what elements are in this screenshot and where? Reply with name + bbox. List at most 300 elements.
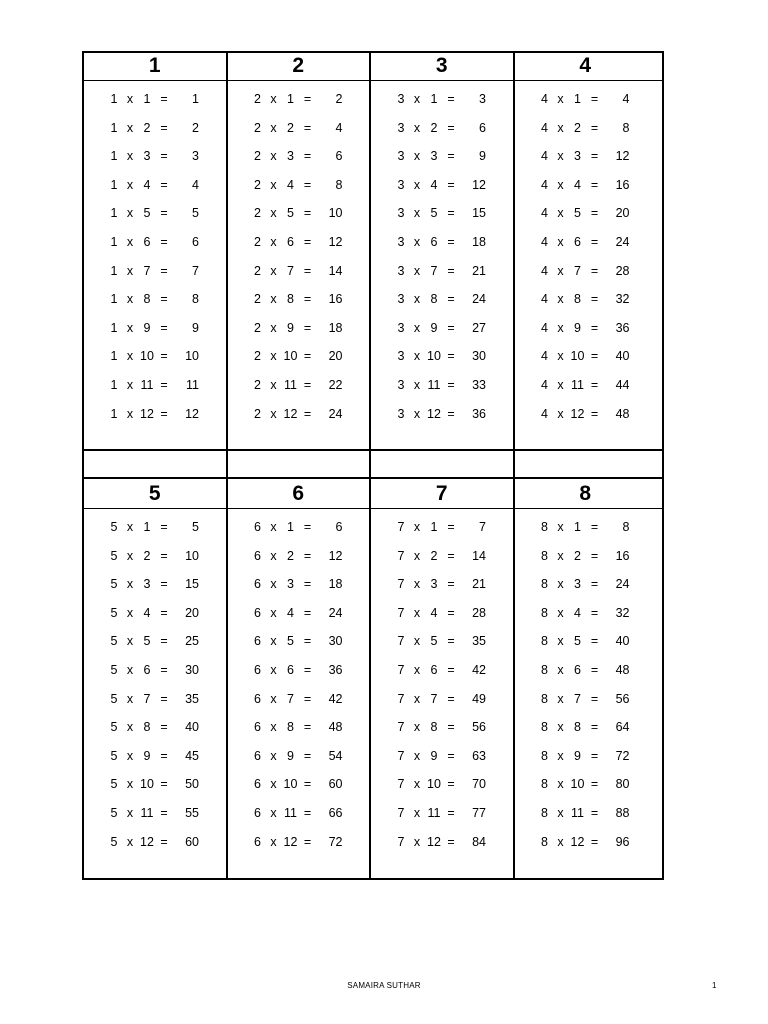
multiplicand: 4	[541, 234, 548, 249]
times-sign: x	[413, 234, 421, 249]
multiplier: 7	[287, 691, 294, 706]
multiplicand: 2	[254, 120, 261, 135]
multiplier: 5	[574, 206, 581, 221]
table-row	[83, 404, 227, 433]
times-sign: x	[270, 605, 277, 620]
table-row	[227, 660, 371, 689]
multiplicand: 8	[541, 805, 548, 820]
product: 5	[192, 206, 199, 221]
times-sign: x	[557, 548, 564, 563]
equals-sign: =	[303, 149, 312, 164]
times-sign: x	[126, 406, 134, 421]
multiplicand: 4	[541, 377, 548, 392]
table-row	[370, 774, 514, 803]
table-row	[514, 146, 658, 175]
times-sign: x	[270, 206, 277, 221]
times-sign: x	[270, 292, 277, 307]
table-rows	[514, 89, 658, 432]
times-sign: x	[126, 292, 134, 307]
multiplier: 1	[287, 520, 294, 534]
multiplier: 12	[570, 834, 585, 849]
times-sign: x	[557, 206, 564, 221]
times-sign: x	[270, 777, 277, 792]
product: 3	[192, 149, 199, 164]
product: 66	[328, 805, 343, 820]
table-row	[370, 289, 514, 318]
multiplier: 9	[574, 748, 581, 763]
product: 88	[615, 805, 630, 820]
equals-sign: =	[160, 777, 168, 792]
table-rows	[227, 517, 371, 860]
product: 6	[335, 520, 343, 534]
multiplier: 12	[427, 406, 441, 421]
product: 36	[328, 662, 343, 677]
multiplier: 6	[143, 234, 151, 249]
times-table-7	[370, 479, 514, 880]
table-row	[227, 746, 371, 775]
multiplier: 11	[571, 805, 584, 820]
multiplicand: 8	[541, 634, 548, 649]
multiplier: 3	[430, 149, 438, 164]
multiplicand: 2	[254, 234, 261, 249]
product: 12	[615, 149, 630, 164]
equals-sign: =	[303, 320, 312, 335]
multiplier: 4	[430, 605, 438, 620]
product: 64	[615, 720, 630, 735]
multiplicand: 6	[254, 520, 261, 534]
multiplicand: 8	[541, 834, 548, 849]
table-row	[227, 603, 371, 632]
equals-sign: =	[160, 149, 168, 164]
multiplier: 11	[284, 805, 297, 820]
multiplier: 10	[427, 777, 441, 792]
product: 3	[479, 92, 486, 106]
multiplicand: 5	[110, 720, 118, 735]
times-table-8	[514, 479, 658, 880]
multiplicand: 3	[397, 120, 405, 135]
times-sign: x	[413, 263, 421, 278]
times-sign: x	[126, 177, 134, 192]
multiplicand: 2	[254, 177, 261, 192]
multiplier: 1	[430, 92, 438, 106]
equals-sign: =	[590, 834, 599, 849]
product: 96	[615, 834, 630, 849]
product: 25	[185, 634, 199, 649]
multiplicand: 4	[541, 120, 548, 135]
times-sign: x	[413, 605, 421, 620]
table-row	[227, 803, 371, 832]
product: 48	[328, 720, 343, 735]
table-row	[370, 689, 514, 718]
product: 9	[192, 320, 199, 335]
multiplier: 5	[430, 206, 438, 221]
table-row	[83, 232, 227, 261]
product: 6	[335, 149, 343, 164]
times-sign: x	[413, 548, 421, 563]
product: 36	[472, 406, 486, 421]
table-row	[83, 318, 227, 347]
equals-sign: =	[447, 805, 455, 820]
times-sign: x	[270, 92, 277, 106]
times-sign: x	[126, 748, 134, 763]
multiplier: 5	[287, 206, 294, 221]
product: 24	[472, 292, 486, 307]
product: 20	[615, 206, 630, 221]
multiplicand: 4	[541, 292, 548, 307]
table-row	[83, 774, 227, 803]
product: 40	[185, 720, 199, 735]
product: 77	[472, 805, 486, 820]
multiplier: 9	[287, 748, 294, 763]
equals-sign: =	[590, 748, 599, 763]
multiplicand: 4	[541, 320, 548, 335]
multiplier: 4	[430, 177, 438, 192]
multiplicand: 6	[254, 605, 261, 620]
product: 6	[192, 234, 199, 249]
product: 7	[479, 520, 486, 534]
times-sign: x	[413, 177, 421, 192]
multiplicand: 8	[541, 662, 548, 677]
product: 10	[185, 349, 199, 364]
multiplier: 7	[143, 691, 151, 706]
multiplier: 4	[143, 177, 151, 192]
multiplier: 5	[287, 634, 294, 649]
multiplicand: 1	[110, 263, 118, 278]
multiplier: 1	[574, 520, 581, 534]
equals-sign: =	[303, 662, 312, 677]
times-sign: x	[270, 349, 277, 364]
times-sign: x	[126, 349, 134, 364]
times-sign: x	[126, 691, 134, 706]
multiplier: 4	[287, 605, 294, 620]
equals-sign: =	[303, 177, 312, 192]
times-sign: x	[557, 805, 564, 820]
times-sign: x	[126, 634, 134, 649]
multiplicand: 5	[110, 577, 118, 592]
table-row	[227, 118, 371, 147]
table-row	[83, 746, 227, 775]
multiplicand: 4	[541, 149, 548, 164]
product: 32	[615, 605, 630, 620]
multiplier: 1	[143, 520, 151, 534]
equals-sign: =	[160, 834, 168, 849]
times-sign: x	[270, 805, 277, 820]
table-heading: 7	[435, 482, 448, 505]
equals-sign: =	[303, 377, 312, 392]
footer-page-number: 1	[712, 981, 717, 990]
product: 72	[328, 834, 343, 849]
multiplier: 1	[143, 92, 151, 106]
product: 16	[615, 548, 630, 563]
table-row	[370, 203, 514, 232]
product: 8	[335, 177, 343, 192]
multiplicand: 1	[110, 234, 118, 249]
product: 20	[185, 605, 199, 620]
multiplicand: 6	[254, 748, 261, 763]
table-row	[370, 318, 514, 347]
table-row	[83, 546, 227, 575]
equals-sign: =	[447, 634, 455, 649]
multiplier: 7	[574, 263, 581, 278]
product: 33	[472, 377, 486, 392]
table-rows	[370, 517, 514, 860]
multiplier: 3	[143, 577, 151, 592]
multiplicand: 7	[397, 577, 405, 592]
product: 60	[185, 834, 199, 849]
times-table-4	[514, 51, 658, 451]
multiplicand: 8	[541, 605, 548, 620]
multiplicand: 3	[397, 292, 405, 307]
table-row	[227, 146, 371, 175]
column-divider	[513, 479, 515, 880]
column-divider	[369, 479, 371, 880]
table-row	[514, 546, 658, 575]
table-row	[514, 717, 658, 746]
product: 16	[615, 177, 630, 192]
table-row	[227, 574, 371, 603]
multiplicand: 4	[541, 92, 548, 106]
multiplier: 11	[427, 805, 441, 820]
product: 22	[328, 377, 343, 392]
multiplier: 10	[283, 777, 298, 792]
product: 24	[328, 605, 343, 620]
table-row	[514, 118, 658, 147]
multiplier: 4	[143, 605, 151, 620]
product: 7	[192, 263, 199, 278]
product: 49	[472, 691, 486, 706]
table-row	[370, 631, 514, 660]
multiplicand: 3	[397, 406, 405, 421]
product: 30	[472, 349, 486, 364]
multiplicand: 7	[397, 805, 405, 820]
table-row	[83, 289, 227, 318]
multiplier: 5	[143, 634, 151, 649]
multiplicand: 2	[254, 92, 261, 106]
multiplier: 12	[427, 834, 441, 849]
equals-sign: =	[590, 720, 599, 735]
table-row	[514, 261, 658, 290]
product: 30	[185, 662, 199, 677]
multiplicand: 4	[541, 177, 548, 192]
product: 12	[472, 177, 486, 192]
multiplier: 11	[140, 805, 154, 820]
product: 84	[472, 834, 486, 849]
multiplicand: 1	[110, 177, 118, 192]
multiplicand: 6	[254, 720, 261, 735]
multiplicand: 7	[397, 662, 405, 677]
product: 4	[192, 177, 199, 192]
table-heading: 4	[579, 54, 592, 77]
times-sign: x	[126, 520, 134, 534]
table-rows	[83, 89, 227, 432]
table-row	[227, 774, 371, 803]
multiplier: 7	[430, 691, 438, 706]
column-divider	[369, 51, 371, 451]
equals-sign: =	[590, 520, 599, 534]
multiplicand: 2	[254, 377, 261, 392]
equals-sign: =	[303, 691, 312, 706]
times-sign: x	[413, 748, 421, 763]
times-table-1	[83, 51, 227, 451]
multiplier: 11	[284, 377, 297, 392]
equals-sign: =	[303, 777, 312, 792]
table-row	[370, 146, 514, 175]
multiplicand: 4	[541, 206, 548, 221]
equals-sign: =	[160, 349, 168, 364]
times-sign: x	[413, 520, 421, 534]
multiplier: 6	[287, 662, 294, 677]
column-divider	[513, 451, 515, 477]
equals-sign: =	[160, 292, 168, 307]
times-sign: x	[557, 577, 564, 592]
times-sign: x	[557, 234, 564, 249]
table-row	[83, 603, 227, 632]
multiplicand: 3	[397, 177, 405, 192]
table-row	[83, 803, 227, 832]
multiplier: 12	[283, 406, 298, 421]
table-row	[370, 261, 514, 290]
multiplier: 9	[430, 320, 438, 335]
table-row	[227, 346, 371, 375]
equals-sign: =	[303, 234, 312, 249]
equals-sign: =	[303, 92, 312, 106]
multiplier: 10	[140, 777, 154, 792]
multiplier: 4	[574, 177, 581, 192]
equals-sign: =	[160, 605, 168, 620]
product: 36	[615, 320, 630, 335]
multiplicand: 4	[541, 406, 548, 421]
equals-sign: =	[447, 292, 455, 307]
multiplier: 1	[574, 92, 581, 106]
times-sign: x	[413, 720, 421, 735]
times-sign: x	[413, 577, 421, 592]
equals-sign: =	[590, 234, 599, 249]
table-heading: 5	[148, 482, 161, 505]
equals-sign: =	[160, 406, 168, 421]
table-row	[370, 89, 514, 118]
times-sign: x	[413, 691, 421, 706]
times-sign: x	[126, 263, 134, 278]
times-sign: x	[270, 662, 277, 677]
equals-sign: =	[447, 349, 455, 364]
product: 27	[472, 320, 486, 335]
equals-sign: =	[160, 120, 168, 135]
multiplicand: 3	[397, 149, 405, 164]
product: 28	[615, 263, 630, 278]
times-sign: x	[270, 548, 277, 563]
table-row	[514, 203, 658, 232]
multiplicand: 6	[254, 805, 261, 820]
equals-sign: =	[590, 662, 599, 677]
equals-sign: =	[160, 263, 168, 278]
equals-sign: =	[590, 605, 599, 620]
times-sign: x	[413, 149, 421, 164]
multiplier: 2	[143, 548, 151, 563]
product: 40	[615, 634, 630, 649]
product: 55	[185, 805, 199, 820]
table-heading: 8	[579, 482, 592, 505]
times-sign: x	[270, 834, 277, 849]
times-table-5	[83, 479, 227, 880]
multiplier: 10	[140, 349, 154, 364]
multiplicand: 5	[110, 605, 118, 620]
multiplicand: 3	[397, 349, 405, 364]
times-sign: x	[557, 406, 564, 421]
product: 54	[328, 748, 343, 763]
times-sign: x	[413, 292, 421, 307]
multiplier: 5	[574, 634, 581, 649]
equals-sign: =	[590, 92, 599, 106]
table-row	[227, 689, 371, 718]
table-row	[227, 289, 371, 318]
multiplier: 2	[287, 120, 294, 135]
multiplicand: 7	[397, 748, 405, 763]
times-sign: x	[270, 748, 277, 763]
times-table-3	[370, 51, 514, 451]
multiplicand: 8	[541, 577, 548, 592]
equals-sign: =	[303, 206, 312, 221]
product: 8	[192, 292, 199, 307]
multiplier: 7	[287, 263, 294, 278]
times-sign: x	[126, 777, 134, 792]
multiplicand: 6	[254, 577, 261, 592]
column-divider	[226, 51, 228, 451]
product: 4	[622, 92, 630, 106]
multiplier: 9	[574, 320, 581, 335]
times-sign: x	[126, 577, 134, 592]
equals-sign: =	[303, 805, 312, 820]
table-row	[227, 517, 371, 546]
times-sign: x	[557, 662, 564, 677]
table-row	[83, 717, 227, 746]
times-sign: x	[557, 320, 564, 335]
equals-sign: =	[447, 748, 455, 763]
product: 4	[335, 120, 343, 135]
multiplicand: 5	[110, 805, 118, 820]
equals-sign: =	[303, 263, 312, 278]
times-sign: x	[413, 834, 421, 849]
multiplier: 12	[140, 834, 154, 849]
product: 12	[328, 234, 343, 249]
multiplicand: 5	[110, 777, 118, 792]
table-row	[514, 832, 658, 861]
times-sign: x	[126, 320, 134, 335]
product: 12	[328, 548, 343, 563]
table-row	[370, 517, 514, 546]
multiplicand: 2	[254, 263, 261, 278]
table-rows	[227, 89, 371, 432]
table-row	[227, 404, 371, 433]
product: 24	[615, 577, 630, 592]
table-row	[83, 118, 227, 147]
equals-sign: =	[447, 320, 455, 335]
table-row	[83, 89, 227, 118]
multiplier: 5	[143, 206, 151, 221]
multiplier: 11	[571, 377, 584, 392]
table-row	[514, 689, 658, 718]
table-row	[370, 546, 514, 575]
equals-sign: =	[160, 748, 168, 763]
table-row	[83, 261, 227, 290]
multiplier: 10	[427, 349, 441, 364]
multiplicand: 5	[110, 748, 118, 763]
times-sign: x	[413, 805, 421, 820]
multiplicand: 8	[541, 720, 548, 735]
table-row	[83, 203, 227, 232]
multiplicand: 6	[254, 834, 261, 849]
table-row	[83, 175, 227, 204]
multiplicand: 7	[397, 548, 405, 563]
